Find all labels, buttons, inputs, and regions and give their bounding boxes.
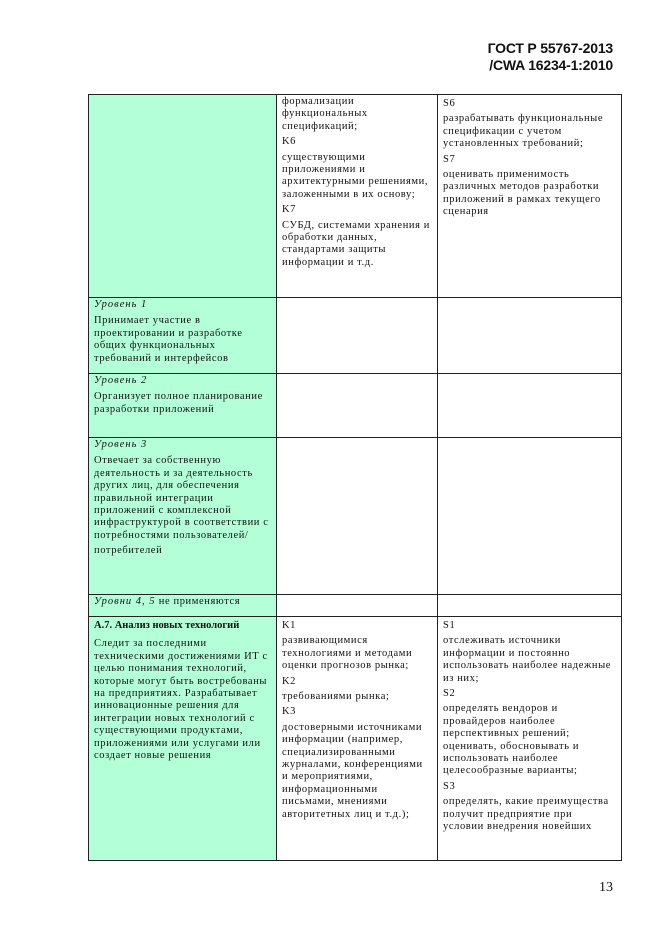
- level-note: не применяются: [155, 596, 241, 607]
- skills-cell: [438, 617, 622, 861]
- level-description-end: потребителей: [94, 545, 163, 557]
- knowledge-code: K2: [282, 675, 297, 687]
- table-row: [89, 298, 622, 374]
- level-cell: [89, 298, 277, 374]
- level-cell: [89, 438, 277, 595]
- level-label: Уровень 3: [94, 439, 148, 450]
- empty-cell: [277, 595, 438, 617]
- knowledge-code: K6: [282, 136, 297, 148]
- knowledge-cell: [277, 95, 438, 298]
- empty-cell: [277, 374, 438, 438]
- skill-text: оценивать применимость различных методов разработки приложений в рамках текущего сценария: [443, 169, 601, 218]
- skills-cell: [438, 95, 622, 298]
- empty-cell: [277, 438, 438, 595]
- level-description: Принимает участие в проектировании и разработке общих функциональных требований и интерфейсов: [94, 315, 243, 364]
- competence-cell: [89, 617, 277, 861]
- skill-code: S6: [443, 98, 456, 109]
- knowledge-text: достоверными источниками информации (например, специализированными журналами, конференциями и мероприятиями, информационными письмами, мнениями авторитетных лиц и т.д.);: [282, 721, 423, 820]
- table-row: [89, 595, 622, 617]
- skill-code: S3: [443, 780, 456, 792]
- knowledge-code: K7: [282, 204, 297, 216]
- skill-code: S1: [443, 620, 456, 631]
- level-cell: [89, 374, 277, 438]
- level-cell: [89, 595, 277, 617]
- level-label: Уровень 2: [94, 375, 148, 386]
- document-header: [488, 40, 613, 74]
- competence-cell: [89, 95, 277, 298]
- table-row: [89, 438, 622, 595]
- section-title: А.7. Анализ новых технологий: [94, 620, 240, 631]
- knowledge-text: существующими приложениями и архитектурными решениями, заложенными в их основу;: [282, 151, 429, 200]
- standard-cwa-number: /CWA 16234-1:2010: [489, 57, 613, 73]
- empty-cell: [277, 298, 438, 374]
- standard-number: ГОСТ Р 55767-2013: [487, 40, 613, 56]
- knowledge-cell: [277, 617, 438, 861]
- table-row: [89, 374, 622, 438]
- page-number: 13: [599, 880, 613, 895]
- knowledge-text: развивающимися технологиями и методами оценки прогнозов рынка;: [282, 635, 413, 672]
- skill-code: S7: [443, 153, 456, 165]
- knowledge-code: K3: [282, 706, 297, 718]
- skill-text: разрабатывать функциональные спецификации с учетом установленных требований;: [443, 113, 604, 150]
- empty-cell: [438, 298, 622, 374]
- level-label: Уровень 1: [94, 299, 148, 310]
- skill-text: определять, какие преимущества получит предприятие при условии внедрения новейших: [443, 796, 609, 833]
- level-description: Отвечает за собственную деятельность и за деятельность других лиц, для обеспечения правильной интеграции приложений с комплексной инфраструктурой в соответствии с потребностями пользователей/: [94, 455, 269, 541]
- table-row: [89, 95, 622, 298]
- empty-cell: [438, 438, 622, 595]
- skill-code: S2: [443, 688, 456, 700]
- empty-cell: [438, 374, 622, 438]
- table-row: [89, 617, 622, 861]
- skill-text: отслеживать источники информации и постоянно использовать наиболее надежные из них;: [443, 635, 611, 684]
- level-label: Уровни 4, 5: [94, 596, 156, 607]
- knowledge-code: K1: [282, 620, 297, 631]
- empty-cell: [438, 595, 622, 617]
- knowledge-text: формализации функциональных спецификаций;: [282, 96, 368, 132]
- knowledge-text: требованиями рынка;: [282, 691, 390, 703]
- level-description: Организует полное планирование разработки приложений: [94, 391, 263, 415]
- skill-text: определять вендоров и провайдеров наиболее перспективных решений; оценивать, обосновывать и использовать наиболее целесообразные варианты;: [443, 703, 580, 777]
- competence-table: [88, 94, 622, 861]
- section-description: Следит за последними техническими достижениями ИТ с целью понимания технологий, которые могут быть востребованы на предприятиях. Разрабатывает инновационные решения для интеграции новых технологий с существующими продуктами, приложениями или услугами или создает новые решения: [94, 638, 268, 762]
- knowledge-text: СУБД, системами хранения и обработки данных, стандартами защиты информации и т.д.: [282, 219, 431, 268]
